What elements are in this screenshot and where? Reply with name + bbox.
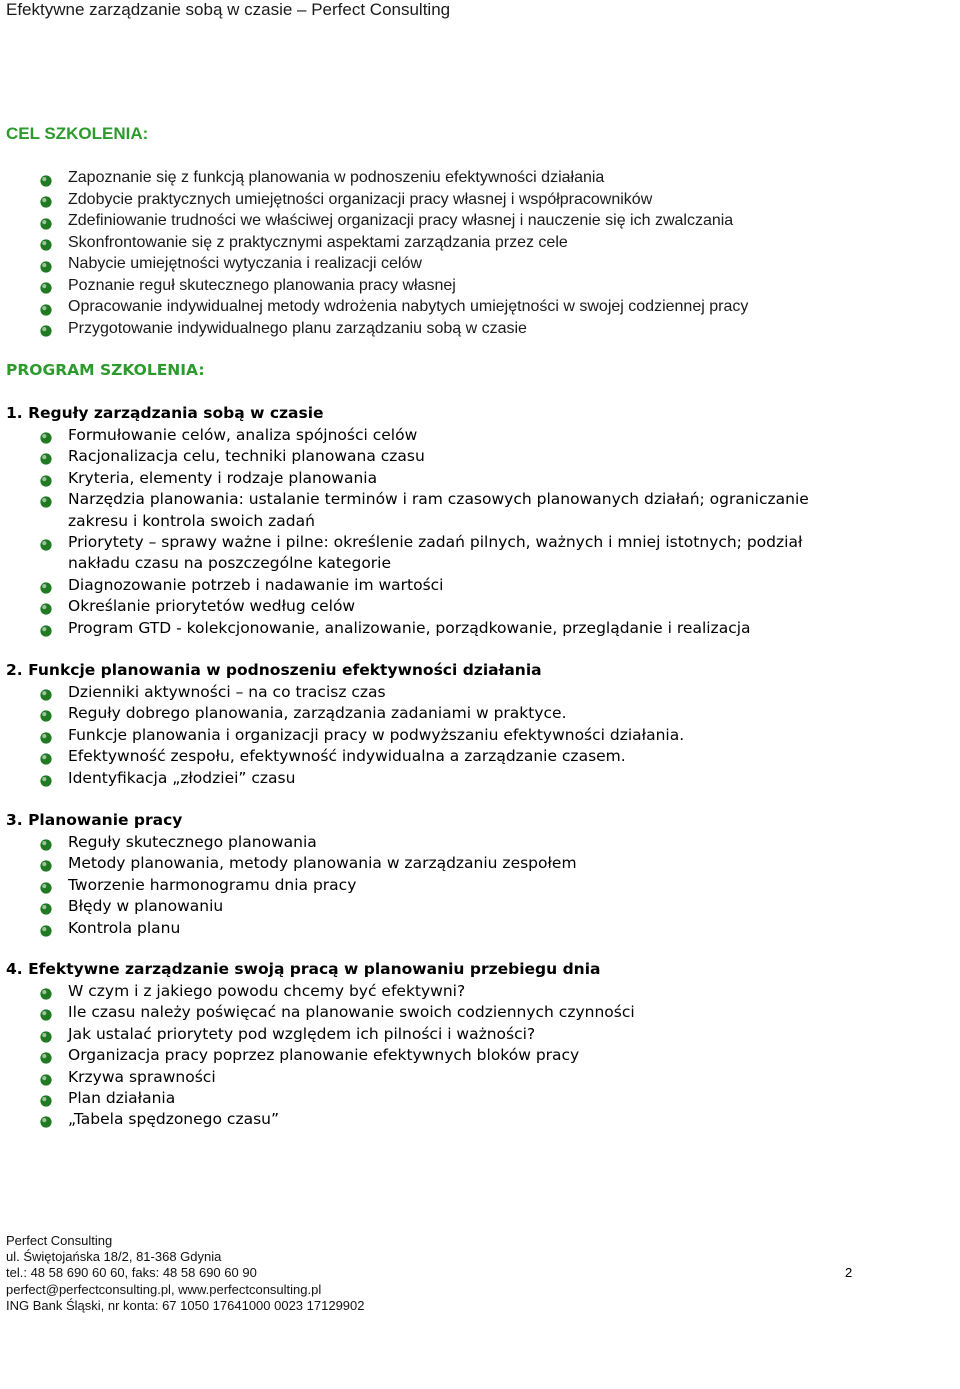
- list-item-text: Program GTD - kolekcjonowanie, analizowanie, porządkowanie, przeglądanie i realizacja: [68, 618, 751, 637]
- bullet-icon: [40, 279, 52, 291]
- bullet-icon: [40, 707, 52, 719]
- list-item-text: Priorytety – sprawy ważne i pilne: określenie zadań pilnych, ważnych i mniej istotnych; podział nakładu czasu na poszczególne kategorie: [68, 533, 803, 573]
- module-1-title: 1. Reguły zarządzania sobą w czasie: [6, 404, 324, 422]
- list-item-text: Przygotowanie indywidualnego planu zarządzaniu sobą w czasie: [68, 319, 527, 337]
- list-item-text: Formułowanie celów, analiza spójności celów: [68, 426, 418, 444]
- list-item-text: Narzędzia planowania: ustalanie terminów i ram czasowych planowanych działań; ograniczanie zakresu i kontrola swoich zadań: [68, 490, 809, 530]
- list-item-text: Reguły dobrego planowania, zarządzania zadaniami w praktyce.: [68, 704, 567, 723]
- list-item: [0, 682, 684, 703]
- list-item-text: Zdobycie praktycznych umiejętności organizacji pracy własnej i współpracowników: [68, 190, 653, 208]
- bullet-icon: [40, 600, 52, 612]
- list-item-text: Dzienniki aktywności – na co tracisz czas: [68, 683, 386, 701]
- list-item: [0, 596, 828, 617]
- list-item-text: Racjonalizacja celu, techniki planowana czasu: [68, 447, 425, 466]
- list-item-text: Opracowanie indywidualnej metody wdrożenia nabytych umiejętności w swojej codziennej pracy: [68, 298, 749, 315]
- list-item-text: Określanie priorytetów według celów: [68, 597, 356, 616]
- bullet-icon: [40, 900, 52, 912]
- bullet-icon: [40, 429, 52, 441]
- module-3-list: [0, 832, 577, 939]
- list-item: [0, 468, 828, 489]
- list-item-text: Ile czasu należy poświęcać na planowanie swoich codziennych czynności: [68, 1003, 635, 1022]
- module-2-list: [0, 682, 684, 789]
- program-heading: PROGRAM SZKOLENIA:: [6, 361, 205, 379]
- list-item-text: Tworzenie harmonogramu dnia pracy: [68, 875, 357, 894]
- list-item-text: Funkcje planowania i organizacji pracy w podwyższaniu efektywności działania.: [68, 725, 685, 744]
- list-item: [0, 1002, 635, 1023]
- list-item: [0, 853, 577, 874]
- bullet-icon: [40, 536, 52, 548]
- list-item-text: Krzywa sprawności: [68, 1067, 216, 1086]
- bullet-icon: [40, 258, 52, 270]
- list-item-text: Kryteria, elementy i rodzaje planowania: [68, 468, 378, 487]
- list-item: [0, 746, 684, 767]
- list-item: [0, 532, 828, 575]
- list-item: [0, 1088, 635, 1109]
- page-header-title: Efektywne zarządzanie sobą w czasie – Perfect Consulting: [6, 0, 451, 19]
- footer: [6, 1233, 365, 1314]
- bullet-icon: [40, 1071, 52, 1083]
- list-item: [0, 618, 828, 639]
- list-item-text: Organizacja pracy poprzez planowanie efektywnych bloków pracy: [68, 1046, 580, 1065]
- list-item-text: Identyfikacja „złodziei” czasu: [68, 768, 296, 787]
- page-number: 2: [845, 1265, 853, 1280]
- footer-contact: perfect@perfectconsulting.pl, www.perfectconsulting.pl: [6, 1281, 322, 1297]
- list-item-text: Skonfrontowanie się z praktycznymi aspektami zarządzania przez cele: [68, 233, 568, 251]
- goals-heading: CEL SZKOLENIA:: [6, 124, 149, 143]
- list-item: [0, 832, 577, 853]
- list-item: [0, 253, 748, 275]
- list-item-text: W czym i z jakiego powodu chcemy być efektywni?: [68, 982, 466, 1000]
- list-item: [0, 167, 748, 189]
- list-item-text: Efektywność zespołu, efektywność indywidualna a zarządzanie czasem.: [68, 747, 626, 766]
- list-item: [0, 575, 828, 596]
- bullet-icon: [40, 686, 52, 698]
- bullet-icon: [40, 215, 52, 227]
- bullet-icon: [40, 879, 52, 891]
- list-item-text: Kontrola planu: [68, 918, 181, 937]
- list-item: [0, 981, 635, 1002]
- bullet-icon: [40, 579, 52, 591]
- list-item-text: Nabycie umiejętności wytyczania i realizacji celów: [68, 255, 422, 272]
- module-1-list: [0, 425, 828, 639]
- bullet-icon: [40, 493, 52, 505]
- bullet-icon: [40, 301, 52, 313]
- bullet-icon: [40, 450, 52, 462]
- bullet-icon: [40, 857, 52, 869]
- bullet-icon: [40, 922, 52, 934]
- list-item-text: Diagnozowanie potrzeb i nadawanie im wartości: [68, 575, 444, 594]
- list-item: [0, 446, 828, 467]
- list-item-text: Poznanie reguł skutecznego planowania pracy własnej: [68, 276, 456, 294]
- list-item: [0, 425, 828, 446]
- goals-list: [0, 167, 748, 339]
- list-item: [0, 1109, 635, 1130]
- list-item: [0, 918, 577, 939]
- list-item: [0, 896, 577, 917]
- bullet-icon: [40, 236, 52, 248]
- module-3-title: 3. Planowanie pracy: [6, 811, 183, 829]
- footer-address: ul. Świętojańska 18/2, 81-368 Gdynia: [6, 1249, 222, 1265]
- footer-phone: tel.: 48 58 690 60 60, faks: 48 58 690 60 90: [6, 1265, 257, 1281]
- list-item-text: Zdefiniowanie trudności we właściwej organizacji pracy własnej i nauczenie się ich zwalczania: [68, 212, 734, 229]
- bullet-icon: [40, 1006, 52, 1018]
- list-item: [0, 232, 748, 254]
- list-item-text: „Tabela spędzonego czasu”: [68, 1110, 280, 1129]
- list-item: [0, 296, 748, 318]
- list-item: [0, 725, 684, 746]
- list-item-text: Zapoznanie się z funkcją planowania w podnoszeniu efektywności działania: [68, 169, 605, 186]
- list-item: [0, 1024, 635, 1045]
- bullet-icon: [40, 836, 52, 848]
- bullet-icon: [40, 472, 52, 484]
- list-item: [0, 703, 684, 724]
- bullet-icon: [40, 772, 52, 784]
- list-item: [0, 275, 748, 297]
- module-2-title: 2. Funkcje planowania w podnoszeniu efektywności działania: [6, 661, 542, 679]
- bullet-icon: [40, 729, 52, 741]
- bullet-icon: [40, 1049, 52, 1061]
- list-item: [0, 189, 748, 211]
- bullet-icon: [40, 622, 52, 634]
- bullet-icon: [40, 322, 52, 334]
- list-item: [0, 1067, 635, 1088]
- list-item-text: Reguły skutecznego planowania: [68, 833, 317, 851]
- list-item: [0, 318, 748, 340]
- list-item: [0, 1045, 635, 1066]
- bullet-icon: [40, 985, 52, 997]
- footer-bank: ING Bank Śląski, nr konta: 67 1050 17641000 0023 17129902: [6, 1297, 365, 1313]
- list-item: [0, 875, 577, 896]
- bullet-icon: [40, 1028, 52, 1040]
- list-item-text: Plan działania: [68, 1089, 176, 1108]
- bullet-icon: [40, 750, 52, 762]
- footer-company: Perfect Consulting: [6, 1233, 113, 1248]
- bullet-icon: [40, 1092, 52, 1104]
- module-4-title: 4. Efektywne zarządzanie swoją pracą w planowaniu przebiegu dnia: [6, 960, 601, 978]
- list-item: [0, 210, 748, 232]
- list-item-text: Jak ustalać priorytety pod względem ich pilności i ważności?: [68, 1024, 536, 1043]
- list-item-text: Błędy w planowaniu: [68, 897, 224, 916]
- module-4-list: [0, 981, 635, 1131]
- list-item: [0, 768, 684, 789]
- list-item: [0, 489, 828, 532]
- bullet-icon: [40, 193, 52, 205]
- bullet-icon: [40, 172, 52, 184]
- bullet-icon: [40, 1113, 52, 1125]
- list-item-text: Metody planowania, metody planowania w zarządzaniu zespołem: [68, 854, 577, 873]
